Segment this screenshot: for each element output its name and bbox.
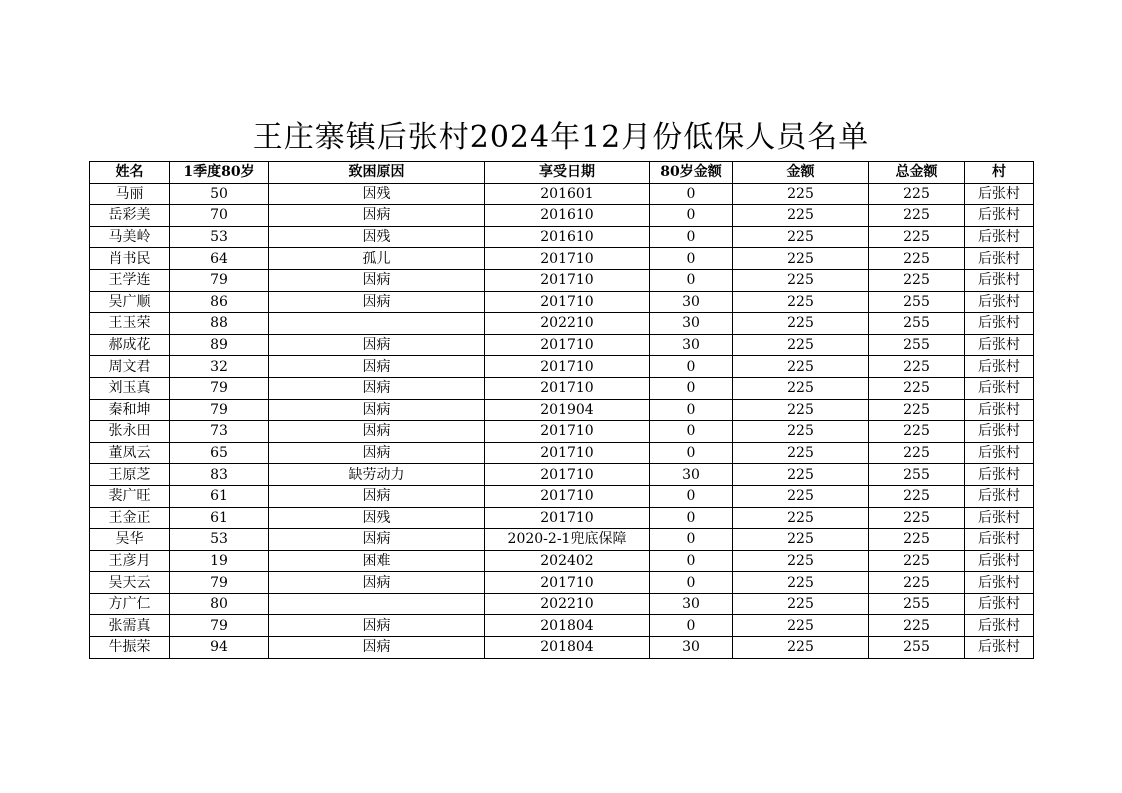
table-row [90, 442, 1034, 464]
cell-village: 后张村 [965, 550, 1034, 572]
cell-name: 裴广旺 [90, 485, 170, 507]
cell-name: 刘玉真 [90, 377, 170, 399]
cell-village: 后张村 [965, 529, 1034, 551]
cell-start-date: 2020-2-1兜底保障 [485, 529, 650, 551]
cell-q1-age80: 83 [170, 464, 269, 486]
cell-hardship-reason: 因病 [269, 291, 485, 313]
cell-q1-age80: 65 [170, 442, 269, 464]
cell-amount: 225 [733, 637, 869, 659]
cell-start-date: 201710 [485, 572, 650, 594]
cell-hardship-reason: 缺劳动力 [269, 464, 485, 486]
table-row [90, 291, 1034, 313]
cell-amount: 225 [733, 291, 869, 313]
cell-hardship-reason: 因病 [269, 356, 485, 378]
cell-age80-amount: 0 [650, 399, 733, 421]
cell-start-date: 201610 [485, 226, 650, 248]
cell-age80-amount: 0 [650, 507, 733, 529]
cell-name: 秦和坤 [90, 399, 170, 421]
table-row [90, 464, 1034, 486]
cell-age80-amount: 30 [650, 464, 733, 486]
cell-name: 马美岭 [90, 226, 170, 248]
cell-amount: 225 [733, 248, 869, 270]
cell-total-amount: 225 [869, 550, 965, 572]
cell-village: 后张村 [965, 377, 1034, 399]
cell-age80-amount: 30 [650, 313, 733, 335]
table-row [90, 637, 1034, 659]
cell-amount: 225 [733, 313, 869, 335]
cell-village: 后张村 [965, 334, 1034, 356]
document-title: 王庄寨镇后张村2024年12月份低保人员名单 [252, 120, 870, 155]
cell-hardship-reason: 困难 [269, 550, 485, 572]
cell-q1-age80: 32 [170, 356, 269, 378]
cell-village: 后张村 [965, 442, 1034, 464]
cell-age80-amount: 30 [650, 334, 733, 356]
cell-age80-amount: 0 [650, 226, 733, 248]
cell-total-amount: 255 [869, 637, 965, 659]
cell-age80-amount: 0 [650, 377, 733, 399]
cell-start-date: 201610 [485, 205, 650, 227]
cell-amount: 225 [733, 205, 869, 227]
cell-hardship-reason: 因病 [269, 572, 485, 594]
cell-q1-age80: 79 [170, 615, 269, 637]
column-header-q1-age80: 1季度80岁 [170, 162, 269, 184]
column-header-amount: 金额 [733, 162, 869, 184]
table-row [90, 356, 1034, 378]
cell-name: 王玉荣 [90, 313, 170, 335]
cell-hardship-reason: 因残 [269, 507, 485, 529]
cell-age80-amount: 30 [650, 637, 733, 659]
cell-start-date: 201710 [485, 248, 650, 270]
roster-table [89, 161, 1034, 659]
cell-name: 张永田 [90, 421, 170, 443]
cell-start-date: 201710 [485, 507, 650, 529]
cell-total-amount: 225 [869, 205, 965, 227]
cell-start-date: 201710 [485, 464, 650, 486]
cell-age80-amount: 0 [650, 615, 733, 637]
cell-name: 王金正 [90, 507, 170, 529]
cell-q1-age80: 53 [170, 226, 269, 248]
cell-name: 王学连 [90, 269, 170, 291]
cell-q1-age80: 80 [170, 593, 269, 615]
cell-village: 后张村 [965, 615, 1034, 637]
cell-name: 吴广顺 [90, 291, 170, 313]
cell-total-amount: 225 [869, 226, 965, 248]
cell-amount: 225 [733, 507, 869, 529]
cell-hardship-reason [269, 313, 485, 335]
table-body [90, 183, 1034, 658]
cell-age80-amount: 0 [650, 572, 733, 594]
column-header-total-amount: 总金额 [869, 162, 965, 184]
cell-start-date: 201710 [485, 377, 650, 399]
cell-village: 后张村 [965, 507, 1034, 529]
table-row [90, 377, 1034, 399]
cell-start-date: 201710 [485, 334, 650, 356]
cell-name: 郝成花 [90, 334, 170, 356]
cell-amount: 225 [733, 529, 869, 551]
table-row [90, 529, 1034, 551]
cell-hardship-reason: 因病 [269, 485, 485, 507]
column-header-name: 姓名 [90, 162, 170, 184]
cell-amount: 225 [733, 399, 869, 421]
cell-hardship-reason: 因残 [269, 226, 485, 248]
cell-amount: 225 [733, 183, 869, 205]
cell-q1-age80: 79 [170, 572, 269, 594]
cell-hardship-reason: 因病 [269, 377, 485, 399]
cell-village: 后张村 [965, 593, 1034, 615]
cell-hardship-reason: 因残 [269, 183, 485, 205]
cell-hardship-reason: 孤儿 [269, 248, 485, 270]
cell-name: 董凤云 [90, 442, 170, 464]
cell-total-amount: 225 [869, 356, 965, 378]
table-row [90, 572, 1034, 594]
cell-age80-amount: 0 [650, 550, 733, 572]
cell-age80-amount: 30 [650, 593, 733, 615]
table-row [90, 615, 1034, 637]
table-row [90, 226, 1034, 248]
cell-start-date: 202210 [485, 593, 650, 615]
table-row [90, 550, 1034, 572]
cell-hardship-reason: 因病 [269, 615, 485, 637]
table-row [90, 248, 1034, 270]
cell-total-amount: 225 [869, 572, 965, 594]
cell-age80-amount: 0 [650, 269, 733, 291]
column-header-hardship-reason: 致困原因 [269, 162, 485, 184]
cell-q1-age80: 88 [170, 313, 269, 335]
cell-total-amount: 225 [869, 377, 965, 399]
cell-q1-age80: 94 [170, 637, 269, 659]
cell-village: 后张村 [965, 637, 1034, 659]
cell-total-amount: 255 [869, 593, 965, 615]
cell-village: 后张村 [965, 269, 1034, 291]
cell-q1-age80: 89 [170, 334, 269, 356]
cell-name: 张需真 [90, 615, 170, 637]
table-row [90, 507, 1034, 529]
cell-total-amount: 225 [869, 615, 965, 637]
cell-hardship-reason: 因病 [269, 269, 485, 291]
cell-village: 后张村 [965, 464, 1034, 486]
cell-total-amount: 225 [869, 399, 965, 421]
cell-village: 后张村 [965, 421, 1034, 443]
cell-total-amount: 255 [869, 464, 965, 486]
cell-total-amount: 255 [869, 291, 965, 313]
cell-age80-amount: 0 [650, 356, 733, 378]
cell-amount: 225 [733, 572, 869, 594]
cell-hardship-reason: 因病 [269, 637, 485, 659]
column-header-start-date: 享受日期 [485, 162, 650, 184]
cell-name: 周文君 [90, 356, 170, 378]
cell-total-amount: 225 [869, 442, 965, 464]
table-row [90, 593, 1034, 615]
cell-village: 后张村 [965, 313, 1034, 335]
cell-age80-amount: 0 [650, 248, 733, 270]
cell-amount: 225 [733, 269, 869, 291]
cell-name: 方广仁 [90, 593, 170, 615]
cell-start-date: 202210 [485, 313, 650, 335]
cell-age80-amount: 0 [650, 183, 733, 205]
cell-total-amount: 225 [869, 421, 965, 443]
table-row [90, 421, 1034, 443]
cell-total-amount: 225 [869, 529, 965, 551]
cell-village: 后张村 [965, 572, 1034, 594]
cell-age80-amount: 0 [650, 442, 733, 464]
cell-start-date: 201601 [485, 183, 650, 205]
cell-village: 后张村 [965, 291, 1034, 313]
cell-amount: 225 [733, 226, 869, 248]
cell-start-date: 201710 [485, 291, 650, 313]
table-row [90, 269, 1034, 291]
cell-q1-age80: 53 [170, 529, 269, 551]
cell-total-amount: 255 [869, 313, 965, 335]
cell-q1-age80: 61 [170, 485, 269, 507]
cell-q1-age80: 19 [170, 550, 269, 572]
cell-start-date: 201710 [485, 356, 650, 378]
cell-start-date: 201710 [485, 269, 650, 291]
cell-q1-age80: 73 [170, 421, 269, 443]
cell-amount: 225 [733, 421, 869, 443]
cell-amount: 225 [733, 356, 869, 378]
cell-amount: 225 [733, 593, 869, 615]
cell-age80-amount: 0 [650, 205, 733, 227]
cell-q1-age80: 79 [170, 399, 269, 421]
cell-q1-age80: 50 [170, 183, 269, 205]
column-header-age80-amount: 80岁金额 [650, 162, 733, 184]
cell-name: 马丽 [90, 183, 170, 205]
table-row [90, 183, 1034, 205]
table-row [90, 313, 1034, 335]
cell-hardship-reason: 因病 [269, 421, 485, 443]
cell-name: 王原芝 [90, 464, 170, 486]
cell-hardship-reason: 因病 [269, 334, 485, 356]
cell-hardship-reason: 因病 [269, 205, 485, 227]
cell-total-amount: 225 [869, 183, 965, 205]
cell-name: 肖书民 [90, 248, 170, 270]
cell-start-date: 202402 [485, 550, 650, 572]
cell-age80-amount: 0 [650, 485, 733, 507]
cell-amount: 225 [733, 485, 869, 507]
cell-start-date: 201804 [485, 637, 650, 659]
cell-village: 后张村 [965, 226, 1034, 248]
cell-village: 后张村 [965, 183, 1034, 205]
cell-total-amount: 225 [869, 248, 965, 270]
cell-start-date: 201710 [485, 442, 650, 464]
cell-start-date: 201710 [485, 421, 650, 443]
cell-q1-age80: 79 [170, 269, 269, 291]
cell-name: 吴天云 [90, 572, 170, 594]
cell-start-date: 201710 [485, 485, 650, 507]
cell-hardship-reason: 因病 [269, 399, 485, 421]
cell-total-amount: 225 [869, 485, 965, 507]
cell-name: 牛振荣 [90, 637, 170, 659]
cell-amount: 225 [733, 464, 869, 486]
cell-total-amount: 225 [869, 269, 965, 291]
cell-name: 岳彩美 [90, 205, 170, 227]
cell-amount: 225 [733, 550, 869, 572]
cell-hardship-reason: 因病 [269, 442, 485, 464]
cell-total-amount: 225 [869, 507, 965, 529]
cell-start-date: 201804 [485, 615, 650, 637]
cell-amount: 225 [733, 377, 869, 399]
table-row [90, 205, 1034, 227]
cell-hardship-reason: 因病 [269, 529, 485, 551]
cell-name: 吴华 [90, 529, 170, 551]
cell-age80-amount: 0 [650, 529, 733, 551]
cell-age80-amount: 30 [650, 291, 733, 313]
cell-village: 后张村 [965, 485, 1034, 507]
column-header-village: 村 [965, 162, 1034, 184]
cell-hardship-reason [269, 593, 485, 615]
cell-amount: 225 [733, 615, 869, 637]
cell-village: 后张村 [965, 399, 1034, 421]
cell-name: 王彦月 [90, 550, 170, 572]
cell-q1-age80: 86 [170, 291, 269, 313]
cell-q1-age80: 79 [170, 377, 269, 399]
cell-q1-age80: 61 [170, 507, 269, 529]
table-row [90, 334, 1034, 356]
cell-start-date: 201904 [485, 399, 650, 421]
table-row [90, 399, 1034, 421]
cell-village: 后张村 [965, 248, 1034, 270]
header-row [90, 162, 1034, 184]
cell-q1-age80: 70 [170, 205, 269, 227]
cell-q1-age80: 64 [170, 248, 269, 270]
cell-amount: 225 [733, 334, 869, 356]
cell-total-amount: 255 [869, 334, 965, 356]
cell-village: 后张村 [965, 205, 1034, 227]
table-row [90, 485, 1034, 507]
cell-amount: 225 [733, 442, 869, 464]
cell-age80-amount: 0 [650, 421, 733, 443]
cell-village: 后张村 [965, 356, 1034, 378]
